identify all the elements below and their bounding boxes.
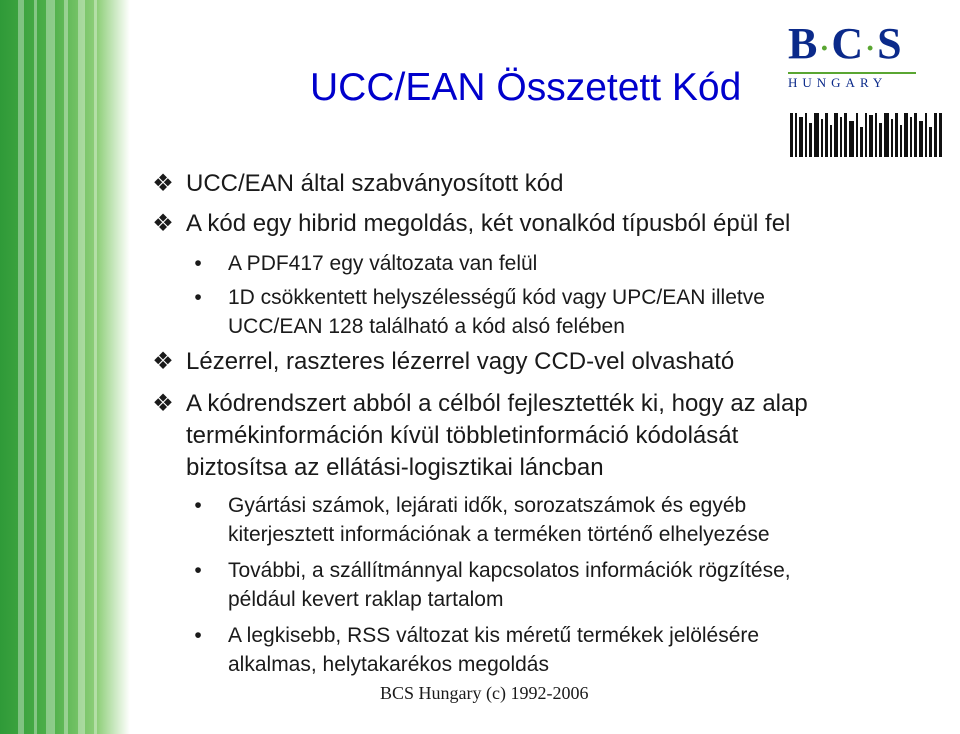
sub-bullet-item — [188, 249, 948, 278]
logo-subtitle: HUNGARY — [788, 72, 916, 91]
bullet-line: A kód egy hibrid megoldás, két vonalkód típusból épül fel — [186, 210, 791, 237]
bullet-line: termékinformáción kívül többletinformáció kódolását — [186, 422, 739, 449]
bullet-item — [150, 168, 958, 200]
dot-bullet-icon: • — [194, 559, 202, 582]
bullet-item — [150, 346, 958, 378]
sub-bullet-item — [188, 556, 948, 614]
sub-bullet-line: 1D csökkentett helyszélességű kód vagy UPC/EAN illetve — [228, 286, 765, 309]
dot-bullet-icon: • — [194, 286, 202, 309]
sub-bullet-line: például kevert raklap tartalom — [228, 588, 504, 611]
logo-letter-b: B — [788, 19, 820, 68]
bullet-item — [150, 388, 958, 484]
sub-bullet-line: UCC/EAN 128 található a kód alsó felében — [228, 315, 625, 338]
bullet-line: Lézerrel, raszteres lézerrel vagy CCD-vel olvasható — [186, 348, 735, 375]
bcs-hungary-logo — [788, 19, 918, 90]
sub-bullet-line: A PDF417 egy változata van felül — [228, 252, 538, 275]
dot-bullet-icon: • — [194, 252, 202, 275]
logo-letter-c: C — [831, 19, 866, 68]
dot-bullet-icon: • — [194, 624, 202, 647]
sub-bullet-line: alkalmas, helytakarékos megoldás — [228, 653, 549, 676]
diamond-bullet-icon: ❖ — [152, 170, 174, 197]
sub-bullet-line: További, a szállítmánnyal kapcsolatos információk rögzítése, — [228, 559, 791, 582]
dot-bullet-icon: • — [194, 494, 202, 517]
bullet-line: UCC/EAN által szabványosított kód — [186, 170, 564, 197]
bullet-item — [150, 208, 958, 240]
diamond-bullet-icon: ❖ — [152, 390, 174, 417]
logo-letter-s: S — [877, 19, 904, 68]
bullet-line: biztosítsa az ellátási-logisztikai láncban — [186, 454, 604, 481]
diamond-bullet-icon: ❖ — [152, 210, 174, 237]
sub-bullet-line: kiterjesztett információnak a terméken történő elhelyezése — [228, 523, 770, 546]
sub-bullet-item — [188, 491, 948, 549]
sub-bullet-item — [188, 283, 948, 341]
bullet-line: A kódrendszert abból a célból fejlesztették ki, hogy az alap — [186, 390, 808, 417]
diamond-bullet-icon: ❖ — [152, 348, 174, 375]
sub-bullet-item — [188, 621, 948, 679]
sub-bullet-line: Gyártási számok, lejárati idők, sorozatszámok és egyéb — [228, 494, 747, 517]
green-decorative-bar — [0, 0, 130, 734]
sub-bullet-line: A legkisebb, RSS változat kis méretű termékek jelölésére — [228, 624, 760, 647]
slide-title: UCC/EAN Összetett Kód — [310, 66, 742, 109]
footer-copyright: BCS Hungary (c) 1992-2006 — [380, 683, 589, 703]
logo-letters: B·C·S — [788, 19, 904, 68]
barcode-image — [790, 113, 942, 157]
